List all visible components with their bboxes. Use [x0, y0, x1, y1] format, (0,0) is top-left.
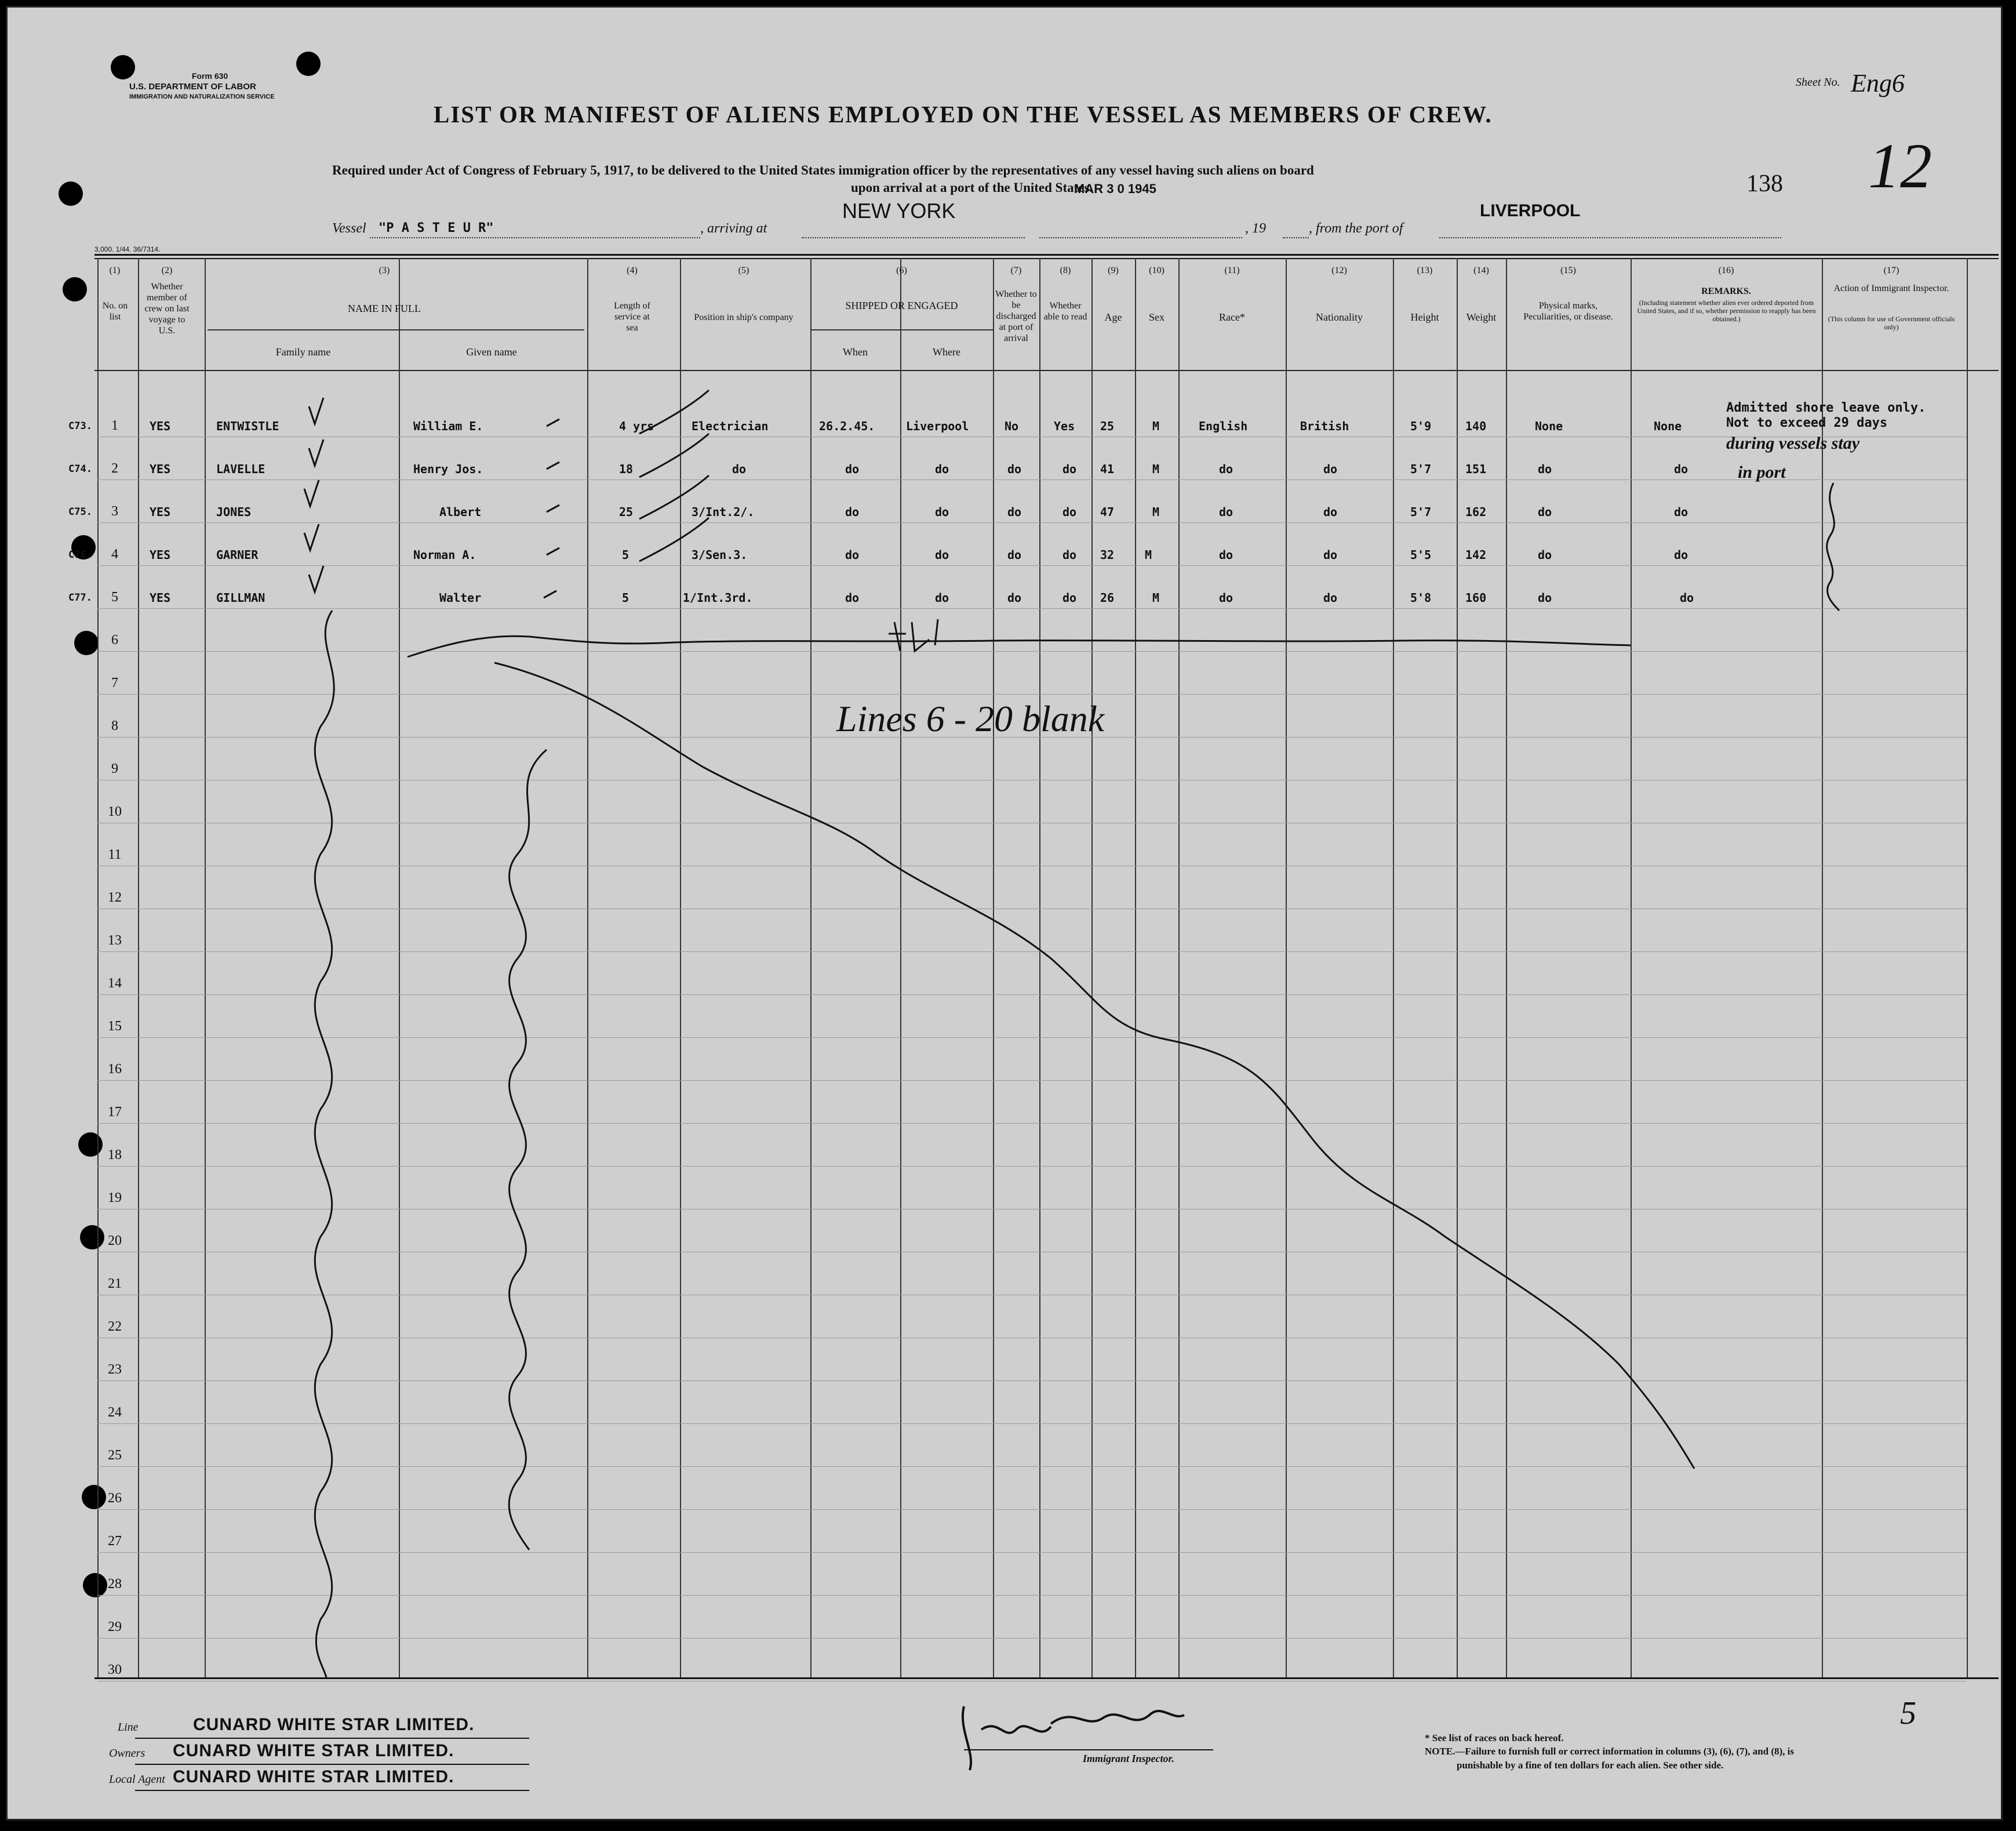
marks-cell: do — [1538, 462, 1552, 476]
row-number: 3 — [111, 504, 118, 519]
check-mark — [304, 480, 319, 506]
given-name-cell: Henry Jos. — [413, 462, 483, 476]
row-number: 7 — [111, 675, 118, 691]
remarks-note: (Including statement whether alien ever ordered deported from United States, and if so, whether permission to reapply has been obtained.) — [1637, 299, 1816, 323]
row-number: 2 — [111, 461, 118, 476]
row-number: 27 — [108, 1534, 122, 1549]
col-num: (10) — [1149, 266, 1165, 275]
where-cell: do — [935, 505, 949, 519]
sex-cell: M — [1152, 462, 1160, 476]
position-cell: 3/Sen.3. — [692, 548, 748, 562]
corner-number: 5 — [1900, 1695, 1916, 1731]
given-name-cell: Norman A. — [413, 548, 476, 562]
note-line-1: NOTE.—Failure to furnish full or correct information in columns (3), (6), (7), and (8), is — [1425, 1746, 1795, 1757]
ditto-slash — [639, 390, 709, 434]
page-title: LIST OR MANIFEST OF ALIENS EMPLOYED ON THE VESSEL AS MEMBERS OF CREW. — [434, 101, 1493, 128]
row-number: 5 — [111, 590, 118, 605]
tick-mark — [547, 419, 559, 426]
col-header-age: Age — [1104, 311, 1122, 323]
col-header-member: Whether member of crew on last voyage to U.S. — [144, 282, 190, 336]
given-name-cell: Albert — [439, 505, 482, 519]
col-header-race: Race* — [1219, 311, 1245, 323]
race-cell: English — [1199, 419, 1248, 433]
read-cell: do — [1062, 505, 1077, 519]
col-num: (12) — [1331, 266, 1347, 275]
where-cell: do — [935, 462, 949, 476]
note-line-2: punishable by a fine of ten dollars for each alien. See other side. — [1457, 1760, 1724, 1771]
col-num: (6) — [896, 266, 907, 275]
row-number: 15 — [108, 1019, 122, 1034]
subheader-where: Where — [933, 346, 960, 358]
wavy-vertical-line — [509, 750, 547, 1550]
row-number: 29 — [108, 1619, 122, 1634]
subtitle-line-2: upon arrival at a port of the United States. — [851, 180, 1093, 195]
remarks-cell: do — [1674, 548, 1689, 562]
where-cell: Liverpool — [906, 419, 969, 433]
tick-mark — [547, 462, 559, 469]
inspector-action-line-3: during vessels stay — [1726, 434, 1860, 453]
service-cell: 5 — [622, 591, 629, 605]
discharged-cell: do — [1007, 505, 1022, 519]
family-name-cell: GILLMAN — [216, 591, 265, 605]
sheet-label: Sheet No. — [1796, 76, 1840, 89]
read-cell: do — [1062, 548, 1077, 562]
col-num: (9) — [1108, 266, 1119, 275]
row-number: 1 — [111, 418, 118, 433]
row-number: 16 — [108, 1062, 122, 1077]
race-cell: do — [1219, 548, 1233, 562]
from-label: , from the port of — [1309, 221, 1403, 236]
weight-cell: 142 — [1465, 548, 1487, 562]
col-num: (5) — [738, 266, 749, 275]
ditto-slash — [639, 518, 709, 561]
nationality-cell: do — [1323, 505, 1338, 519]
age-cell: 47 — [1100, 505, 1115, 519]
position-cell: do — [732, 462, 747, 476]
col-header-service: Length of service at sea — [614, 301, 650, 333]
marks-cell: do — [1538, 548, 1552, 562]
manifest-sheet — [6, 6, 2003, 1821]
family-name-cell: JONES — [216, 505, 252, 519]
row-number: 13 — [108, 933, 122, 948]
member-cell: YES — [150, 419, 171, 433]
member-cell: YES — [150, 462, 171, 476]
tick-mark — [547, 548, 559, 555]
row-number: 14 — [108, 976, 122, 991]
discharged-cell: do — [1007, 591, 1022, 605]
family-name-cell: GARNER — [216, 548, 259, 562]
subheader-family-name: Family name — [275, 346, 331, 358]
col-header-marks: Physical marks, Peculiarities, or disease. — [1523, 301, 1613, 322]
row-number: 22 — [108, 1319, 122, 1334]
line-value: CUNARD WHITE STAR LIMITED. — [193, 1715, 475, 1734]
col-header-name: NAME IN FULL — [348, 303, 421, 314]
family-name-cell: ENTWISTLE — [216, 419, 279, 433]
closing-line — [407, 636, 1631, 657]
check-mark — [309, 398, 323, 424]
print-code: 3,000. 1/44. 36/7314. — [94, 245, 161, 253]
read-cell: do — [1062, 591, 1077, 605]
col-num: (15) — [1560, 266, 1576, 275]
weight-cell: 151 — [1465, 462, 1487, 476]
col-num: (8) — [1060, 266, 1071, 275]
check-mark — [309, 566, 323, 592]
col-header-weight: Weight — [1466, 311, 1497, 323]
family-name-cell: LAVELLE — [216, 462, 265, 476]
height-cell: 5'5 — [1410, 548, 1432, 562]
when-cell: do — [845, 462, 860, 476]
service-cell: 18 — [619, 462, 634, 476]
member-cell: YES — [150, 548, 171, 562]
row-stamp: C77. — [68, 592, 92, 604]
department-name: U.S. DEPARTMENT OF LABOR — [129, 82, 256, 92]
sheet-handwritten: Eng6 — [1851, 69, 1905, 97]
col-header-position: Position in ship's company — [694, 313, 794, 322]
inspector-bracket — [1827, 483, 1839, 611]
col-num: (13) — [1417, 266, 1433, 275]
col-header-shipped: SHIPPED OR ENGAGED — [845, 300, 958, 311]
check-mark — [304, 524, 319, 550]
service-name: IMMIGRATION AND NATURALIZATION SERVICE — [129, 93, 275, 100]
handwritten-note: Lines 6 - 20 blank — [836, 698, 1105, 739]
inspector-caption: Immigrant Inspector. — [1083, 1753, 1175, 1764]
col-header-read: Whether able to read — [1043, 301, 1087, 322]
row-number: 10 — [108, 804, 122, 819]
arrival-port: NEW YORK — [842, 199, 956, 223]
weight-cell: 140 — [1465, 419, 1487, 433]
row-number: 20 — [108, 1233, 122, 1248]
race-cell: do — [1219, 505, 1233, 519]
col-header-remarks: REMARKS. — [1701, 286, 1751, 296]
subtitle-line-1: Required under Act of Congress of February 5, 1917, to be delivered to the United States immigration officer by the representatives of any vessel having such aliens on board — [332, 163, 1314, 177]
when-cell: do — [845, 591, 860, 605]
sex-cell: M — [1152, 591, 1160, 605]
service-cell: 4 yrs — [619, 419, 654, 433]
inspector-action-line-4: in port — [1738, 463, 1786, 482]
row-number: 11 — [108, 847, 122, 862]
row-number: 17 — [108, 1105, 122, 1120]
arriving-label: , arriving at — [700, 221, 767, 236]
marks-cell: do — [1538, 505, 1552, 519]
height-cell: 5'9 — [1410, 419, 1432, 433]
col-header-discharged: Whether to be discharged at port of arrival — [995, 289, 1037, 343]
sex-cell: M — [1152, 505, 1160, 519]
departure-port: LIVERPOOL — [1480, 201, 1581, 220]
sex-cell: M — [1145, 548, 1152, 562]
age-cell: 41 — [1100, 462, 1115, 476]
vessel-label: Vessel — [332, 221, 366, 236]
remarks-cell: None — [1654, 419, 1682, 433]
row-number: 23 — [108, 1362, 122, 1377]
marks-cell: do — [1538, 591, 1552, 605]
age-cell: 32 — [1100, 548, 1115, 562]
year-label: , 19 — [1245, 221, 1266, 236]
ink-marks — [8, 8, 2003, 1821]
diagonal-strike — [494, 663, 1694, 1469]
owners-label: Owners — [109, 1747, 145, 1760]
when-cell: do — [845, 548, 860, 562]
row-number: 12 — [108, 890, 122, 905]
weight-cell: 162 — [1465, 505, 1487, 519]
given-name-cell: Walter — [439, 591, 482, 605]
col-header-sex: Sex — [1149, 311, 1165, 323]
remarks-cell: do — [1674, 462, 1689, 476]
col-num: (11) — [1224, 266, 1240, 275]
nationality-cell: do — [1323, 462, 1338, 476]
marks-cell: None — [1535, 419, 1563, 433]
inspector-action-line-1: Admitted shore leave only. — [1726, 401, 1926, 415]
inspector-note: (This column for use of Government officials only) — [1828, 315, 1955, 331]
tick-mark — [547, 505, 559, 512]
remarks-cell: do — [1680, 591, 1694, 605]
race-cell: do — [1219, 462, 1233, 476]
col-header-no: No. on list — [102, 301, 128, 322]
vessel-name: "P A S T E U R" — [379, 221, 494, 235]
form-number: Form 630 — [192, 71, 228, 81]
row-number: 25 — [108, 1448, 122, 1463]
row-stamp: C76. — [68, 549, 92, 561]
col-num: (16) — [1718, 266, 1734, 275]
col-header-height: Height — [1410, 311, 1439, 323]
initials-mark — [889, 619, 938, 651]
nationality-cell: do — [1323, 548, 1338, 562]
age-cell: 25 — [1100, 419, 1115, 433]
line-label: Line — [118, 1721, 139, 1734]
col-num: (3) — [379, 266, 390, 275]
member-cell: YES — [150, 591, 171, 605]
sex-cell: M — [1152, 419, 1160, 433]
given-name-cell: William E. — [413, 419, 483, 433]
col-num: (4) — [627, 266, 638, 275]
col-num: (7) — [1010, 266, 1022, 275]
date-stamp: MAR 3 0 1945 — [1074, 181, 1156, 196]
races-note: * See list of races on back hereof. — [1425, 1732, 1564, 1743]
discharged-cell: do — [1007, 548, 1022, 562]
ditto-slash — [639, 434, 709, 477]
when-cell: 26.2.45. — [819, 419, 875, 433]
page-number-stamp: 138 — [1746, 170, 1783, 197]
nationality-cell: British — [1300, 419, 1349, 433]
row-number: 19 — [108, 1190, 122, 1205]
agent-label: Local Agent — [109, 1773, 165, 1786]
position-cell: 1/Int.3rd. — [683, 591, 753, 605]
height-cell: 5'7 — [1410, 505, 1432, 519]
height-cell: 5'7 — [1410, 462, 1432, 476]
position-cell: Electrician — [692, 419, 769, 433]
col-num: (17) — [1883, 266, 1899, 275]
ditto-slash — [639, 475, 709, 519]
age-cell: 26 — [1100, 591, 1115, 605]
service-cell: 25 — [619, 505, 634, 519]
read-cell: do — [1062, 462, 1077, 476]
row-number: 28 — [108, 1576, 122, 1592]
row-number: 26 — [108, 1491, 122, 1506]
row-stamp: C74. — [68, 463, 92, 475]
subheader-when: When — [843, 346, 868, 358]
discharged-cell: do — [1007, 462, 1022, 476]
height-cell: 5'8 — [1410, 591, 1432, 605]
inspector-action-line-2: Not to exceed 29 days — [1726, 416, 1888, 430]
read-cell: Yes — [1054, 419, 1075, 433]
race-cell: do — [1219, 591, 1233, 605]
service-cell: 5 — [622, 548, 629, 562]
check-mark — [309, 439, 323, 466]
where-cell: do — [935, 591, 949, 605]
nationality-cell: do — [1323, 591, 1338, 605]
discharged-cell: No — [1005, 419, 1019, 433]
row-number: 9 — [111, 761, 118, 776]
where-cell: do — [935, 548, 949, 562]
tick-mark — [544, 591, 556, 598]
col-num: (2) — [161, 266, 173, 275]
weight-cell: 160 — [1465, 591, 1487, 605]
col-header-nationality: Nationality — [1316, 311, 1363, 323]
row-number: 4 — [111, 547, 118, 562]
row-number: 18 — [108, 1147, 122, 1162]
owners-value: CUNARD WHITE STAR LIMITED. — [173, 1741, 454, 1760]
member-cell: YES — [150, 505, 171, 519]
row-number: 24 — [108, 1405, 122, 1420]
row-number: 21 — [108, 1276, 122, 1291]
subheader-given-name: Given name — [466, 346, 517, 358]
row-number: 8 — [111, 718, 118, 733]
col-num: (1) — [109, 266, 121, 275]
position-cell: 3/Int.2/. — [692, 505, 755, 519]
when-cell: do — [845, 505, 860, 519]
row-stamp: C75. — [68, 506, 92, 518]
wavy-vertical-line — [315, 611, 334, 1677]
agent-value: CUNARD WHITE STAR LIMITED. — [173, 1767, 454, 1786]
row-stamp: C73. — [68, 420, 92, 432]
remarks-cell: do — [1674, 505, 1689, 519]
row-number: 6 — [111, 633, 118, 648]
col-header-inspector: Action of Immigrant Inspector. — [1833, 284, 1949, 293]
page-number-handwritten: 12 — [1868, 130, 1932, 201]
row-number: 30 — [108, 1662, 122, 1677]
col-num: (14) — [1473, 266, 1489, 275]
